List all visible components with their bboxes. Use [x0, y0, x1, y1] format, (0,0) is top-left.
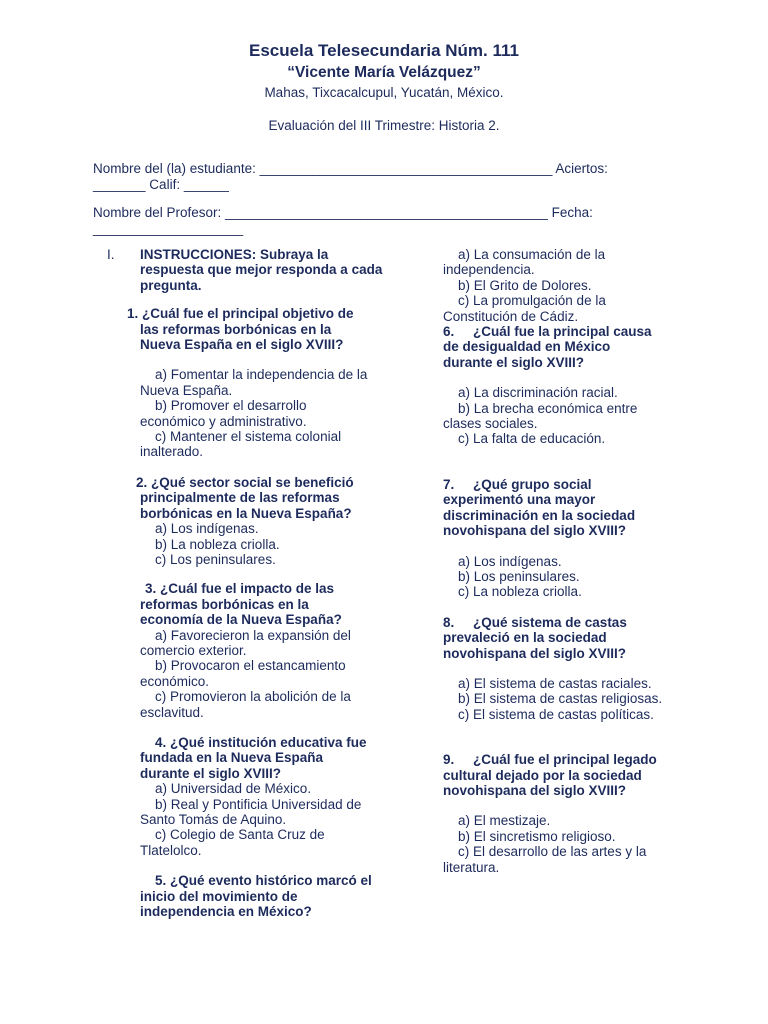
student-name-field[interactable] — [93, 161, 653, 193]
option-b[interactable]: b) La nobleza criolla. — [155, 536, 280, 552]
option-a[interactable]: a) El mestizaje. — [458, 813, 551, 829]
question-number: 6. — [443, 324, 455, 340]
question-text: borbónicas en la Nueva España? — [140, 505, 352, 521]
question-number: 8. — [443, 614, 455, 630]
question-text: ¿Qué sistema de castas — [473, 614, 627, 630]
question-text: economía de la Nueva España? — [140, 612, 342, 628]
option-a[interactable]: a) Fomentar la independencia de la — [155, 367, 368, 383]
school-location: Mahas, Tixcacalcupul, Yucatán, México. — [264, 85, 504, 100]
instructions-text: INSTRUCCIONES: Subraya la respuesta que mejor responda a cada pregunta. — [140, 247, 383, 293]
question-text: prevaleció en la sociedad — [443, 630, 607, 646]
question-text: 5. ¿Qué evento histórico marcó el — [155, 873, 372, 889]
question-text: reformas borbónicas en la — [140, 596, 309, 612]
question-first-line — [443, 615, 683, 630]
option-a[interactable]: a) Favorecieron la expansión del — [155, 627, 351, 643]
option-b-cont: clases sociales. — [443, 416, 538, 432]
question-7 — [443, 477, 683, 600]
option-b[interactable]: b) La brecha económica entre — [458, 400, 638, 416]
question-first-line — [443, 324, 683, 339]
question-text: durante el siglo XVIII? — [443, 354, 585, 370]
question-number: 9. — [443, 752, 455, 768]
option-a[interactable]: a) Universidad de México. — [155, 781, 312, 797]
question-text: Nueva España en el siglo XVIII? — [140, 337, 344, 353]
school-honoree: “Vicente María Velázquez” — [287, 64, 481, 81]
question-4 — [93, 735, 383, 858]
question-text: ¿Qué grupo social — [473, 476, 592, 492]
option-b-cont: económico y administrativo. — [140, 413, 307, 429]
question-2 — [93, 475, 383, 567]
left-column — [93, 247, 383, 919]
option-c[interactable]: c) Los peninsulares. — [155, 551, 276, 567]
question-text: fundada en la Nueva España — [140, 750, 324, 766]
teacher-line-2: ____________________ — [93, 221, 244, 236]
question-text: 3. ¿Cuál fue el impacto de las — [145, 581, 335, 597]
instructions-numeral: I. — [107, 247, 115, 262]
right-column — [443, 247, 683, 875]
question-text: principalmente de las reformas — [140, 490, 340, 506]
question-first-line — [443, 477, 683, 492]
question-text: novohispana del siglo XVIII? — [443, 782, 627, 798]
option-a[interactable]: a) Los indígenas. — [458, 553, 562, 569]
option-a[interactable]: a) Los indígenas. — [155, 521, 259, 537]
question-9 — [443, 752, 683, 875]
teacher-line-1: Nombre del Profesor: ___________________________________________ Fecha: — [93, 205, 593, 220]
question-text: novohispana del siglo XVIII? — [443, 645, 627, 661]
option-a[interactable]: a) La consumación de la — [458, 247, 606, 262]
question-text: ¿Cuál fue la principal causa — [473, 324, 652, 340]
question-text: de desigualdad en México — [443, 339, 611, 355]
question-5-options — [443, 247, 683, 324]
option-b[interactable]: b) Promover el desarrollo — [155, 398, 307, 414]
document-header — [0, 40, 768, 135]
question-3 — [93, 581, 383, 720]
question-text: novohispana del siglo XVIII? — [443, 523, 627, 539]
option-b[interactable]: b) Real y Pontificia Universidad de — [155, 796, 362, 812]
question-1 — [93, 306, 383, 460]
question-5 — [93, 873, 383, 919]
question-text: inicio del movimiento de — [140, 888, 298, 904]
question-text: independencia en México? — [140, 904, 312, 920]
question-8 — [443, 615, 683, 722]
question-text: cultural dejado por la sociedad — [443, 767, 642, 783]
question-text: las reformas borbónicas en la — [140, 321, 332, 337]
question-text: ¿Cuál fue el principal legado — [473, 752, 657, 768]
option-c[interactable]: c) El desarrollo de las artes y la — [458, 844, 647, 860]
option-c-cont: inalterado. — [140, 444, 204, 460]
option-c-cont: literatura. — [443, 859, 500, 875]
question-6 — [443, 324, 683, 447]
student-line-1: Nombre del (la) estudiante: _______________________________________ Aciertos: — [93, 161, 608, 176]
option-b[interactable]: b) Los peninsulares. — [458, 568, 580, 584]
option-a-cont: independencia. — [443, 262, 535, 278]
option-a-cont: comercio exterior. — [140, 642, 247, 658]
question-text: 2. ¿Qué sector social se benefició — [136, 474, 354, 490]
option-c[interactable]: c) Promovieron la abolición de la — [155, 689, 351, 705]
option-c[interactable]: c) El sistema de castas políticas. — [458, 706, 654, 722]
option-c-cont: Constitución de Cádiz. — [443, 308, 579, 324]
school-name: Escuela Telesecundaria Núm. 111 — [249, 41, 519, 60]
option-a[interactable]: a) El sistema de castas raciales. — [458, 675, 652, 691]
question-text: 1. ¿Cuál fue el principal objetivo de — [127, 306, 354, 322]
option-c-cont: esclavitud. — [140, 704, 204, 720]
question-number: 7. — [443, 476, 455, 492]
question-text: discriminación en la sociedad — [443, 507, 636, 523]
option-c[interactable]: c) La promulgación de la — [458, 293, 606, 309]
option-c-cont: Tlatelolco. — [140, 842, 202, 858]
option-c[interactable]: c) Mantener el sistema colonial — [155, 429, 342, 445]
teacher-name-field[interactable] — [93, 205, 653, 237]
option-b[interactable]: b) El sincretismo religioso. — [458, 828, 616, 844]
evaluation-title: Evaluación del III Trimestre: Historia 2. — [268, 118, 500, 133]
option-a-cont: Nueva España. — [140, 382, 233, 398]
option-b[interactable]: b) El Grito de Dolores. — [458, 277, 592, 293]
option-b-cont: económico. — [140, 673, 210, 689]
option-b[interactable]: b) El sistema de castas religiosas. — [458, 691, 663, 707]
instructions — [93, 247, 383, 293]
option-c[interactable]: c) La falta de educación. — [458, 431, 606, 447]
option-c[interactable]: c) Colegio de Santa Cruz de — [155, 827, 325, 843]
question-first-line — [443, 752, 683, 767]
option-b[interactable]: b) Provocaron el estancamiento — [155, 658, 346, 674]
option-c[interactable]: c) La nobleza criolla. — [458, 584, 582, 600]
question-text: durante el siglo XVIII? — [140, 765, 282, 781]
option-b-cont: Santo Tomás de Aquino. — [140, 812, 287, 827]
student-line-2: _______ Calif: ______ — [93, 177, 229, 192]
question-text: 4. ¿Qué institución educativa fue — [155, 734, 367, 750]
option-a[interactable]: a) La discriminación racial. — [458, 385, 618, 401]
question-text: experimentó una mayor — [443, 492, 596, 508]
